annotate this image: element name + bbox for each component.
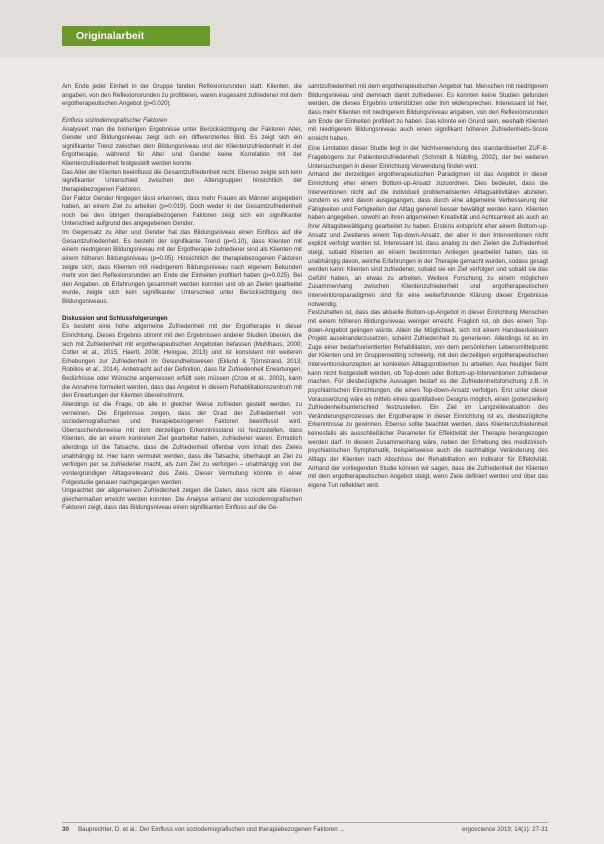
paragraph: samtzufriedenheit mit dem ergotherapeutischen Angebot hat. Menschen mit niedrigerem Bildungsniveau sind demnach damit zufriedener. Es konnten keine Studien gefunden werden, die dieses Ergebnis unterstützen oder ihm widersprechen. Interessant ist hier, dass mehr Klienten mit niedrigerem Bildungsniveau angaben, von den Reflexionsrunden am Ende der Einheiten profitiert zu haben. Das könnte ein Grund sein, weshalb Klienten mit niedrigerem Bildungsniveau auch einen signifikant höheren Zufriedenheits-Score erreicht haben. — [308, 83, 548, 142]
paragraph: Am Ende jeder Einheit in der Gruppe fanden Reflexionsrunden statt. Klienten, die angaben, von den Reflexionsrunden zu profitieren, waren insgesamt zufriedener mit dem ergotherapeutischen Angebot (p=0.020). — [62, 83, 302, 108]
paragraph: Anhand der derzeitigen ergotherapeutischen Paradigmen ist das Angebot in dieser Einrichtung eher einem Bottom-up-Ansatz zuzuordnen. Dies bedeutet, dass die Interventionen nicht auf die individuell problematisierten Alltagsaktivitäten abzielen, sondern es wird davon ausgegangen, dass durch eine allgemeine Verbesserung der Fähigkeiten und Fertigkeiten der Alltag generell besser bewältigt werden kann. Klienten haben angegeben, sowohl an ihren allgemeinen Kreativität und Achtsamkeit als auch an ihrer Alltagsbewältigung gearbeitet zu haben. Erstens entspricht eher einem Bottom-up-Ansatz und Zweiteres einem Top-down-Ansatz, der aber in den Interventionen nicht explizit verfolgt worden ist. Interessant ist, dass analog zu den Zielen die Zufriedenheit steigt, sobald Klienten an einem bestimmten Anliegen gearbeitet haben, das ist unabhängig davon, welche Erfahrungen in der Therapie gemacht wurden, sodass gesagt werden kann: Klienten sind zufriedener, sobald sie ein Ziel verfolgen und sobald sie das Gefühl haben, an etwas zu arbeiten. Weitere Forschung zu einem möglichen Zusammenhang zwischen Klientenzufriedenheit und ergotherapeutischen Interventionsparadigmen sind für eine weiterführende Klärung dieser Ergebnisse notwendig. — [308, 171, 548, 308]
paragraph: Es besteht eine hohe allgemeine Zufriedenheit mit der Ergotherapie in dieser Einrichtung. Dieses Ergebnis stimmt mit den Ergebnissen anderer Studien überein, die sich mit Zufriedenheit mit ergotherapeutischen Angeboten befassen (Muhlhaus, 2000; Cotter et al., 2015; Haertl, 2008; Helogue, 2013) und ist konsistent mit weiteren Erhebungen zur Zufriedenheit im Gesundheitswesen (Eklund & Tjörnstrand, 2013; Robillos et al., 2014). Anbetracht auf der Definition, dass für Zufriedenheit Erwartungen, Bedürfnisse oder Wünsche angemessen erfüllt sein müssen (Crow et al., 2002), kann die Annahme formuliert werden, dass das Angebot in diesem Rehabilitationszentrum mit den Erwartungen der Klienten übereinstimmt. — [62, 323, 302, 400]
paragraph: Ungeachtet der allgemeinen Zufriedenheit zeigen die Daten, dass nicht alle Klienten gleichermaßen erreicht werden konnten. Die Analyse anhand der soziodemografischen Faktoren zeigt, dass das Bildungsniveau einen signifikanten Einfluss auf die Ge- — [62, 487, 302, 512]
paragraph: Festzuhalten ist, dass das aktuelle Bottom-up-Angebot in dieser Einrichtung Menschen mit einem höheren Bildungsniveau weniger erreicht. Fraglich ist, ob dies einem Top-down-Angebot gelingen würde. Allein die Möglichkeit, sich mit einem Handwerk/einem Projekt auseinanderzusetzen, scheint Zufriedenheit zu generieren. Allerdings ist es im Zuge einer bedarfsorientierten Rehabilitation, von dem persönlichen Lebensmittelpunkt der Klienten und im Gruppensetting schwierig, mit den derzeitigen ergotherapeutischen Interventionskonzepten an konkreten Alltagsproblemen zu arbeiten. Aus heutiger Sicht kann nicht festgestellt werden, ob Top-down oder Bottom-up-Interventionen zufriedener machen. Für diesbezügliche Aussagen bedarf es der Zufriedenheitsforschung z.B. in psychiatrischen Einrichtungen, die einen Top-down-Ansatz verfolgen. Erst unter dieser Voraussetzung wäre es mittels eines quantitativen Designs möglich, einen (potenziellen) Zufriedenheitsunterschied festzustellen. Ein Ziel im Langzeitevaluation des Veränderungsprozesses der Ergotherapie in dieser Einrichtung ist es, diesbezügliche Erkenntnisse zu gewinnen. Ebenso sollte beachtet werden, dass Klientenzufriedenheit keinesfalls als ausschließlicher Parameter für Effektivität der Therapie herangezogen werden darf. In diesem Zusammenhang wäre, neben der Erhebung des medizinisch-psychiatrischen Symptomatik, beispielsweise auch die nachhaltige Veränderung des Alltags der Klienten nach Abschluss der Rehabilitation ein Indikator für Effektivität. Anhand der vorliegenden Studie können wir sagen, dass die Zufriedenheit der Klienten mit dem ergotherapeutischen Angebot steigt, wenn Ziele definiert werden und über das eigene Tun reflektiert wird. — [308, 309, 548, 489]
section-label: Originalarbeit — [76, 30, 145, 42]
page-number: 30 — [62, 826, 69, 833]
paragraph: Das Alter der Klienten beeinflusst die Gesamtzufriedenheit nicht. Ebenso zeigte sich kein signifikanter Unterschied zwischen den Altersgruppen hinsichtlich der therapiebezogenen Faktoren. — [62, 168, 302, 193]
paragraph: Analysiert man die bisherigen Ergebnisse unter Berücksichtigung der Faktoren Alter, Gender und Bildungsniveau zeigt sich ein differenziertes Bild. Es zeigt sich ein signifikanter Trend zwischen dem Bildungsniveau und der Klientenzufriedenheit in der Ergotherapie, während für Alter und Gender keine Korrelation mit der Klientenzufriedenheit festgestellt werden konnte. — [62, 125, 302, 167]
left-column — [62, 83, 302, 811]
footer-citation: Bauprechter, D. et al.: Der Einfluss von soziodemografischen und therapiebezogenen Faktoren ... — [78, 826, 345, 833]
right-column — [308, 83, 548, 811]
page-header — [0, 0, 604, 58]
journal-reference: ergoscience 2019; 14(1): 27-31 — [462, 826, 548, 833]
paragraph: Eine Limitation dieser Studie liegt in der Nichtverwendung des standardisierten ZUF-8-Fragebogens zur Patientenzufriedenheit (Schmidt & Nübling, 2002), der bei weiteren Untersuchungen in dieser Einrichtung Verwendung finden wird. — [308, 145, 548, 170]
subheading: Einfluss soziodemografischer Faktoren — [62, 116, 167, 124]
section-heading: Diskussion und Schlussfolgerungen — [62, 314, 168, 322]
page-footer — [62, 826, 548, 836]
section-tab — [62, 26, 210, 46]
paragraph: Allerdings ist die Frage, ob alle in gleicher Weise zufrieden gestellt werden, zu verneinen. Die Ergebnisse zeigen, dass der Grad der Zufriedenheit von soziodemografischen und therapiebezogenen Faktoren beeinflusst wird. Überraschenderweise mit dem derzeitigen Erkenntnisstand ist festzustellen, dass Klienten, die an einem konkreten Ziel gearbeitet haben, zufriedener waren. Ermutlich allerdings ist die Tatsache, dass die Zufriedenheit offenbar vom Inhalt des Zieles unabhängig ist. Hier kann vermutet werden, dass die Tatsache, überhaupt an Ziel zu verfolgen per se zufriedener macht, als zum Ziel zu verfolgen – unabhängig von der vordergründigen Alltagsrelevanz des Ziels. Dieser Vermutung könnte in einer Folgestudie genauer nachgegangen werden. — [62, 400, 302, 486]
paragraph: Der Faktor Gender hingegen lässt erkennen, dass mehr Frauen als Männer angegeben haben, an einem Ziel zu arbeiten (p=0.019). Doch weder in der Gesamtzufriedenheit noch bei den übrigen therapiebezogenen Faktoren zeigt sich ein signifikanter Unterschied aufgrund des angegebenen Gender. — [62, 194, 302, 228]
footer-divider — [62, 822, 548, 823]
paragraph: Im Gegensatz zu Alter und Gender hat das Bildungsniveau einen Einfluss auf die Gesamtzufriedenheit. Es besteht der signifikante Trend (p=0.10), dass Klienten mit einem niedrigeren Bildungsniveau mit der Ergotherapie zufriedener sind als Klienten mit einem höheren Bildungsniveau (p=0.05). Hinsichtlich der therapiebezogenen Faktoren zeigte sich, dass Klienten mit niedrigerem Bildungsniveau nach eigenem Bekunden mehr von den Reflexionsrunden am Ende der Einheiten profitiert haben (p=0.025). Bei den Angaben, ob Erfahrungen gesammelt werden konnten und ob an Zielen gearbeitet wurde, zeigte sich kein signifikanter Unterschied unter Berücksichtigung des Bildungsniveaus. — [62, 229, 302, 305]
